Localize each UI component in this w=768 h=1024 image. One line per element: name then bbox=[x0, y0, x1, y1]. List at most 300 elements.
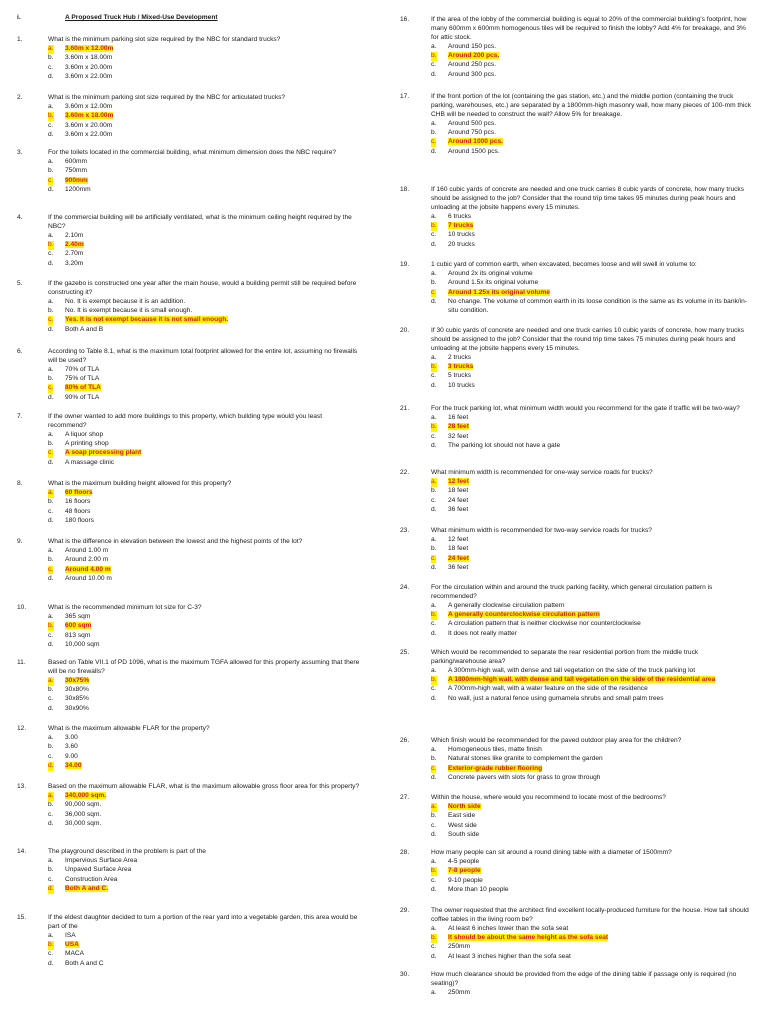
question-text: Which would be recommended to separate the rear residential portion from the middle truck parking/warehouse area? bbox=[431, 649, 699, 665]
answer-choice bbox=[17, 307, 362, 316]
answer-choice bbox=[400, 61, 752, 70]
answer-choice bbox=[17, 705, 362, 714]
choice-letter: a. bbox=[431, 353, 437, 361]
answer-choice bbox=[400, 478, 752, 487]
question bbox=[400, 794, 752, 840]
choice-letter: b. bbox=[431, 423, 437, 431]
question-number: 28. bbox=[400, 849, 410, 856]
question-text: 1 cubic yard of common earth, when excavated, becomes loose and will swell in volume to: bbox=[431, 261, 697, 268]
question-number: 30. bbox=[400, 971, 410, 978]
choice-letter: d. bbox=[431, 297, 437, 305]
choice-letter: c. bbox=[48, 631, 54, 639]
highlighted-answer-text: Yes. It is not exempt because it is not small enough. bbox=[65, 316, 229, 324]
choice-letter: b. bbox=[431, 222, 437, 230]
question-text: Based on the maximum allowable FLAR, what is the maximum allowable gross floor area for this property? bbox=[48, 783, 360, 790]
answer-choice bbox=[17, 375, 362, 384]
highlighted-answer-text: 28 feet bbox=[448, 423, 469, 431]
question-number: 11. bbox=[17, 659, 26, 666]
choice-text: Around 1.00 m bbox=[65, 546, 109, 554]
answer-choice bbox=[400, 667, 752, 676]
answer-choice bbox=[400, 372, 752, 381]
question bbox=[17, 413, 362, 468]
choice-letter: c. bbox=[431, 496, 437, 504]
question-text: What minimum width is recommended for two-way service roads for trucks? bbox=[431, 527, 652, 534]
answer-choice bbox=[400, 676, 752, 685]
choice-letter: a. bbox=[431, 269, 437, 277]
question-text: If 30 cubic yards of concrete are needed and one truck carries 10 cubic yards of concrete, how many trucks should be assigned to the job? Consider that the round trip time takes 75 minutes during peak hours and unloading at the jobsite happens every 15 minutes. bbox=[431, 327, 744, 352]
question-number: 29. bbox=[400, 907, 410, 914]
answer-choice bbox=[17, 158, 362, 167]
question-text: If the eldest daughter decided to turn a portion of the rear yard into a vegetable garden, this area would be part of the bbox=[48, 914, 358, 930]
answer-choice bbox=[400, 867, 752, 876]
choice-text: Unpaved Surface Area bbox=[65, 866, 132, 874]
choice-letter: c. bbox=[431, 943, 437, 951]
choice-text: No change. The volume of common earth in its loose condition is the same as its volume in its bank/in-situ condition. bbox=[448, 297, 747, 314]
choice-letter: a. bbox=[48, 430, 54, 438]
choice-letter: a. bbox=[48, 733, 54, 741]
answer-choice bbox=[400, 989, 752, 998]
highlighted-answer-text: 7 trucks bbox=[448, 222, 474, 230]
choice-letter: c. bbox=[48, 810, 54, 818]
choice-text: Around 150 pcs. bbox=[448, 42, 497, 50]
question bbox=[400, 186, 752, 250]
question-number: 4. bbox=[17, 214, 23, 221]
highlighted-answer bbox=[65, 384, 362, 393]
choice-letter: d. bbox=[431, 830, 437, 838]
highlighted-answer-text: 900mm bbox=[65, 176, 88, 184]
choice-text: It does not really matter bbox=[448, 629, 517, 637]
choice-letter: d. bbox=[431, 773, 437, 781]
answer-choice bbox=[400, 746, 752, 755]
answer-choice bbox=[17, 131, 362, 140]
question-number: 2. bbox=[17, 94, 23, 101]
question-text: The playground described in the problem is part of the bbox=[48, 848, 206, 855]
highlighted-answer-text: 24 feet bbox=[448, 554, 469, 562]
answer-choice bbox=[17, 613, 362, 622]
choice-letter: c. bbox=[431, 620, 437, 628]
choice-letter: b. bbox=[431, 487, 437, 495]
choice-letter: b. bbox=[48, 556, 54, 564]
highlighted-answer-text: A generally counterclockwise circulation pattern bbox=[448, 611, 600, 619]
answer-choice bbox=[17, 298, 362, 307]
answer-choice bbox=[17, 932, 362, 941]
answer-choice bbox=[17, 622, 362, 631]
choice-text: Around 1500 pcs. bbox=[448, 147, 500, 155]
choice-letter: b. bbox=[48, 743, 54, 751]
highlighted-answer bbox=[65, 622, 362, 631]
choice-text: 30x90% bbox=[65, 704, 89, 712]
choice-letter: b. bbox=[431, 545, 437, 553]
choice-text: 16 floors bbox=[65, 498, 91, 506]
highlighted-answer-text: Around 1.25x its original volume bbox=[448, 288, 550, 296]
highlighted-answer bbox=[448, 867, 752, 876]
section-number: i. bbox=[17, 14, 21, 21]
choice-text: A 700mm-high wall, with a water feature on the side of the residence bbox=[448, 685, 648, 693]
choice-letter: a. bbox=[48, 365, 54, 373]
answer-choice bbox=[17, 686, 362, 695]
answer-choice bbox=[400, 129, 752, 138]
answer-choice bbox=[400, 630, 752, 639]
answer-choice bbox=[17, 547, 362, 556]
answer-choice bbox=[400, 803, 752, 812]
highlighted-answer-text: 30x75% bbox=[65, 676, 90, 684]
question-number: 20. bbox=[400, 327, 410, 334]
question bbox=[400, 737, 752, 783]
highlighted-answer bbox=[65, 792, 362, 801]
question-number: 26. bbox=[400, 737, 410, 744]
question bbox=[400, 849, 752, 895]
choice-text: 250mm bbox=[448, 988, 470, 996]
question-text: For the toilets located in the commercial building, what minimum dimension does the NBC require? bbox=[48, 149, 337, 156]
highlighted-answer bbox=[65, 941, 362, 950]
choice-text: 3.00 bbox=[65, 733, 78, 741]
answer-choice bbox=[400, 423, 752, 432]
choice-letter: d. bbox=[48, 185, 54, 193]
answer-choice bbox=[17, 177, 362, 186]
question-text: If 160 cubic yards of concrete are needed and one truck carries 8 cubic yards of concrete, how many trucks should be assigned to the job? Consider that the round trip time takes 95 minutes during peak hours and unloading at the jobsite happens every 15 minutes. bbox=[431, 186, 744, 211]
choice-letter: c. bbox=[48, 384, 54, 392]
answer-choice bbox=[400, 442, 752, 451]
question-number: 14. bbox=[17, 848, 27, 855]
question-text: Based on Table VII.1 of PD 1096, what is the maximum TGFA allowed for this property assuming that there will be no firewalls? bbox=[48, 659, 360, 675]
choice-text: Natural stones like granite to complement the garden bbox=[448, 755, 603, 763]
answer-choice bbox=[400, 213, 752, 222]
choice-letter: b. bbox=[48, 440, 54, 448]
highlighted-answer-text: 3 trucks bbox=[448, 363, 474, 371]
choice-text: No wall, just a natural fence using gumamela shrubs and small palm trees bbox=[448, 694, 664, 702]
choice-text: 32 feet bbox=[448, 432, 469, 440]
highlighted-answer bbox=[448, 478, 752, 487]
choice-text: 30x85% bbox=[65, 695, 89, 703]
question-number: 3. bbox=[17, 149, 23, 156]
choice-letter: c. bbox=[48, 63, 54, 71]
choice-text: 18 feet bbox=[448, 487, 469, 495]
question-text: If the gazebo is constructed one year after the main house, would a building permit still be required before constructing it? bbox=[48, 280, 357, 296]
choice-text: More than 10 people bbox=[448, 885, 509, 893]
answer-choice bbox=[17, 316, 362, 325]
choice-letter: b. bbox=[48, 375, 54, 383]
highlighted-answer-text: 2.40m bbox=[65, 241, 84, 249]
choice-text: Around 2x its original volume bbox=[448, 269, 533, 277]
highlighted-answer-text: 60 floors bbox=[65, 488, 93, 496]
choice-letter: b. bbox=[48, 941, 54, 949]
choice-letter: b. bbox=[48, 686, 54, 694]
choice-text: 18 feet bbox=[448, 545, 469, 553]
question bbox=[400, 469, 752, 515]
choice-text: A 300mm-high wall, with dense and tall vegetation on the side of the truck parking lot bbox=[448, 666, 696, 674]
question-number: 12. bbox=[17, 725, 27, 732]
choice-text: 3.60 bbox=[65, 743, 78, 751]
choice-letter: d. bbox=[431, 381, 437, 389]
highlighted-answer bbox=[65, 241, 362, 250]
answer-choice bbox=[400, 289, 752, 298]
answer-choice bbox=[400, 774, 752, 783]
question-text: According to Table 8.1, what is the maximum total footprint allowed for the entire lot, assuming no firewalls will be used? bbox=[48, 348, 358, 364]
choice-text: Homogeneous tiles, matte finish bbox=[448, 745, 542, 753]
highlighted-answer bbox=[448, 555, 752, 564]
answer-choice bbox=[400, 52, 752, 61]
highlighted-answer-text: 34.00 bbox=[65, 761, 82, 769]
highlighted-answer bbox=[448, 803, 752, 812]
answer-choice bbox=[17, 186, 362, 195]
choice-text: 3.60m x 22.00m bbox=[65, 130, 113, 138]
question bbox=[17, 604, 362, 650]
question-number: 10. bbox=[17, 604, 27, 611]
choice-text: A generally clockwise circulation pattern bbox=[448, 601, 565, 609]
question bbox=[400, 93, 752, 157]
choice-letter: a. bbox=[431, 477, 437, 485]
choice-text: 1200mm bbox=[65, 185, 91, 193]
choice-letter: b. bbox=[48, 54, 54, 62]
choice-letter: c. bbox=[48, 507, 54, 515]
choice-letter: d. bbox=[431, 441, 437, 449]
answer-choice bbox=[400, 433, 752, 442]
choice-text: 6 trucks bbox=[448, 212, 472, 220]
choice-letter: d. bbox=[48, 704, 54, 712]
choice-letter: d. bbox=[431, 70, 437, 78]
question bbox=[17, 214, 362, 269]
answer-choice bbox=[400, 231, 752, 240]
question-number: 17. bbox=[400, 93, 410, 100]
choice-text: 16 feet bbox=[448, 413, 469, 421]
choice-letter: a. bbox=[431, 212, 437, 220]
question-text: If the commercial building will be artificially ventilated, what is the minimum ceiling height required by the NBC? bbox=[48, 214, 352, 230]
answer-choice bbox=[17, 885, 362, 894]
choice-letter: b. bbox=[48, 167, 54, 175]
answer-choice bbox=[400, 831, 752, 840]
left-column bbox=[17, 14, 362, 967]
choice-letter: c. bbox=[48, 695, 54, 703]
highlighted-answer bbox=[448, 363, 752, 372]
question bbox=[17, 914, 362, 969]
question bbox=[400, 971, 752, 998]
answer-choice bbox=[400, 222, 752, 231]
answer-choice bbox=[400, 298, 752, 316]
choice-letter: c. bbox=[431, 821, 437, 829]
choice-text: 3.60m x 12.00m bbox=[65, 102, 113, 110]
choice-text: 180 floors bbox=[65, 516, 94, 524]
question bbox=[17, 94, 362, 140]
answer-choice bbox=[17, 517, 362, 526]
question-number: 13. bbox=[17, 783, 27, 790]
answer-choice bbox=[400, 545, 752, 554]
question bbox=[17, 538, 362, 584]
choice-letter: a. bbox=[431, 924, 437, 932]
choice-letter: a. bbox=[431, 601, 437, 609]
choice-text: South side bbox=[448, 830, 480, 838]
highlighted-answer bbox=[448, 934, 752, 943]
answer-choice bbox=[17, 556, 362, 565]
choice-text: Impervious Surface Area bbox=[65, 856, 138, 864]
choice-text: 5 trucks bbox=[448, 372, 472, 380]
choice-text: 36 feet bbox=[448, 563, 469, 571]
choice-letter: d. bbox=[48, 959, 54, 967]
answer-choice bbox=[17, 811, 362, 820]
question-text: What is the difference in elevation between the lowest and the highest points of the lot? bbox=[48, 538, 303, 545]
choice-text: 90,000 sqm. bbox=[65, 801, 102, 809]
answer-choice bbox=[400, 953, 752, 962]
answer-choice bbox=[17, 394, 362, 403]
answer-choice bbox=[400, 755, 752, 764]
choice-text: 3.60m x 18.00m bbox=[65, 54, 113, 62]
choice-letter: d. bbox=[48, 72, 54, 80]
choice-text: Both A and C bbox=[65, 959, 104, 967]
highlighted-answer-text: Around 1000 pcs. bbox=[448, 138, 503, 146]
answer-choice bbox=[17, 762, 362, 771]
answer-choice bbox=[17, 632, 362, 641]
highlighted-answer bbox=[448, 138, 752, 147]
choice-text: 30,000 sqm. bbox=[65, 819, 102, 827]
choice-letter: a. bbox=[431, 988, 437, 996]
answer-choice bbox=[400, 138, 752, 147]
choice-letter: b. bbox=[48, 307, 54, 315]
answer-choice bbox=[17, 64, 362, 73]
choice-text: Around 250 pcs. bbox=[448, 61, 497, 69]
choice-letter: c. bbox=[48, 121, 54, 129]
question-number: 22. bbox=[400, 469, 410, 476]
choice-letter: d. bbox=[48, 458, 54, 466]
question bbox=[17, 783, 362, 829]
answer-choice bbox=[17, 73, 362, 82]
answer-choice bbox=[400, 497, 752, 506]
choice-letter: b. bbox=[431, 129, 437, 137]
answer-choice bbox=[400, 611, 752, 620]
question-text: If the front portion of the lot (containing the gas station, etc.) and the middle portion (containing the truck parking, warehouses, etc.) are separated by a 1800mm-high masonry wall, how many pieces of 100-mm thick CHB will be needed to construct the wall? Allow 5% for breakage. bbox=[431, 93, 751, 118]
question bbox=[17, 848, 362, 894]
choice-text: 2 trucks bbox=[448, 353, 472, 361]
choice-letter: c. bbox=[431, 372, 437, 380]
answer-choice bbox=[400, 858, 752, 867]
question-text: Which finish would be recommended for the paved outdoor play area for the children? bbox=[431, 737, 682, 744]
answer-choice bbox=[400, 382, 752, 391]
answer-choice bbox=[17, 326, 362, 335]
answer-choice bbox=[400, 564, 752, 573]
question-text: What is the recommended minimum lot size for C-3? bbox=[48, 604, 202, 611]
choice-text: 10 trucks bbox=[448, 381, 475, 389]
choice-text: A massage clinic bbox=[65, 458, 115, 466]
choice-letter: b. bbox=[431, 279, 437, 287]
choice-letter: d. bbox=[431, 885, 437, 893]
highlighted-answer-text: USA bbox=[65, 941, 79, 949]
highlighted-answer bbox=[65, 566, 362, 575]
choice-text: Around 500 pcs. bbox=[448, 119, 497, 127]
highlighted-answer-text: North side bbox=[448, 802, 481, 810]
highlighted-answer-text: 80% of TLA bbox=[65, 384, 101, 392]
answer-choice bbox=[17, 695, 362, 704]
choice-text: 750mm bbox=[65, 167, 87, 175]
choice-letter: b. bbox=[431, 934, 437, 942]
question-number: 19. bbox=[400, 261, 410, 268]
question-text: How many people can sit around a round dining table with a diameter of 1500mm? bbox=[431, 849, 672, 856]
choice-text: Around 2.00 m bbox=[65, 556, 109, 564]
choice-text: Around 1.5x its original volume bbox=[448, 279, 539, 287]
highlighted-answer-text: 3.60m x 18.00m bbox=[65, 112, 114, 120]
answer-choice bbox=[17, 260, 362, 269]
question bbox=[400, 261, 752, 316]
question-text: Within the house, where would you recommend to locate most of the bedrooms? bbox=[431, 794, 666, 801]
choice-letter: d. bbox=[431, 505, 437, 513]
choice-letter: b. bbox=[431, 867, 437, 875]
question-text: For the truck parking lot, what minimum width would you recommend for the gate if traffic will be two-way? bbox=[431, 405, 740, 412]
answer-choice bbox=[400, 241, 752, 250]
answer-choice bbox=[400, 934, 752, 943]
answer-choice bbox=[400, 71, 752, 80]
highlighted-answer bbox=[65, 677, 362, 686]
answer-choice bbox=[400, 685, 752, 694]
question bbox=[17, 480, 362, 526]
choice-text: 2.10m bbox=[65, 231, 84, 239]
choice-text: 20 trucks bbox=[448, 240, 475, 248]
choice-text: 365 sqm bbox=[65, 612, 91, 620]
highlighted-answer bbox=[65, 762, 362, 771]
choice-letter: a. bbox=[48, 612, 54, 620]
choice-text: 48 floors bbox=[65, 507, 91, 515]
answer-choice bbox=[400, 414, 752, 423]
choice-letter: c. bbox=[431, 61, 437, 69]
highlighted-answer-text: Both A and C. bbox=[65, 884, 109, 892]
choice-letter: a. bbox=[48, 102, 54, 110]
choice-letter: c. bbox=[431, 764, 437, 772]
answer-choice bbox=[17, 366, 362, 375]
highlighted-answer-text: A soap processing plant bbox=[65, 449, 142, 457]
highlighted-answer-text: 340,000 sqm. bbox=[65, 791, 107, 799]
choice-letter: a. bbox=[48, 931, 54, 939]
choice-text: 4-5 people bbox=[448, 857, 480, 865]
choice-letter: b. bbox=[431, 363, 437, 371]
answer-choice bbox=[17, 384, 362, 393]
answer-choice bbox=[17, 753, 362, 762]
answer-choice bbox=[17, 459, 362, 468]
choice-letter: a. bbox=[431, 535, 437, 543]
highlighted-answer bbox=[448, 289, 752, 298]
choice-text: No. It is exempt because it is small enough. bbox=[65, 307, 193, 315]
choice-letter: d. bbox=[431, 694, 437, 702]
choice-letter: d. bbox=[48, 819, 54, 827]
choice-letter: b. bbox=[48, 622, 54, 630]
answer-choice bbox=[17, 45, 362, 54]
choice-letter: c. bbox=[48, 176, 54, 184]
choice-letter: b. bbox=[431, 611, 437, 619]
answer-choice bbox=[400, 877, 752, 886]
answer-choice bbox=[17, 508, 362, 517]
choice-letter: a. bbox=[48, 676, 54, 684]
question bbox=[400, 907, 752, 962]
choice-letter: a. bbox=[48, 157, 54, 165]
question bbox=[17, 280, 362, 335]
question-text: What is the maximum allowable FLAR for the property? bbox=[48, 725, 210, 732]
choice-letter: a. bbox=[48, 546, 54, 554]
choice-letter: a. bbox=[48, 856, 54, 864]
question bbox=[400, 584, 752, 639]
answer-choice bbox=[400, 812, 752, 821]
choice-letter: c. bbox=[48, 316, 54, 324]
answer-choice bbox=[400, 354, 752, 363]
section-title: A Proposed Truck Hub / Mixed-Use Development bbox=[65, 14, 218, 21]
choice-letter: a. bbox=[431, 119, 437, 127]
question-number: 25. bbox=[400, 649, 410, 656]
highlighted-answer-text: It should be about the same height as the sofa seat bbox=[448, 934, 609, 942]
answer-choice bbox=[17, 734, 362, 743]
answer-choice bbox=[17, 449, 362, 458]
choice-letter: d. bbox=[48, 516, 54, 524]
choice-text: Concrete pavers with slots for grass to grow through bbox=[448, 773, 601, 781]
choice-text: 90% of TLA bbox=[65, 393, 100, 401]
highlighted-answer bbox=[448, 52, 752, 61]
question bbox=[400, 405, 752, 451]
answer-choice bbox=[400, 555, 752, 564]
choice-letter: d. bbox=[48, 325, 54, 333]
answer-choice bbox=[17, 857, 362, 866]
